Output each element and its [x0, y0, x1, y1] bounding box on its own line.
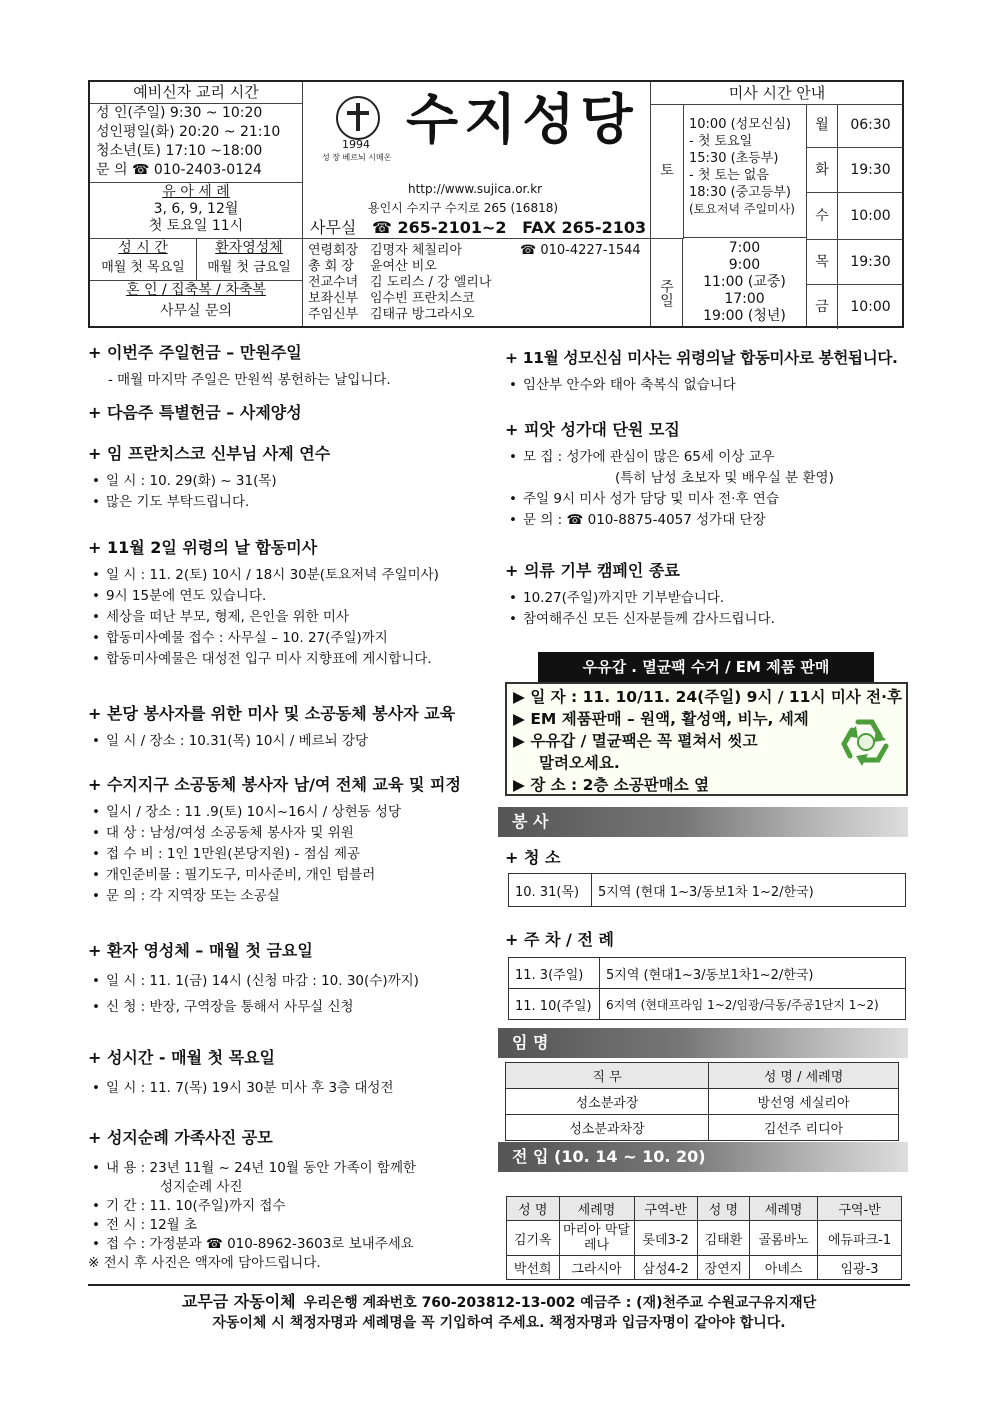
transfer-table [506, 1196, 902, 1280]
list-item: • 일 시 : 11. 1(금) 14시 (신청 마감 : 10. 30(수)까지) [88, 968, 498, 994]
bulletin-header [88, 80, 904, 328]
staff-row: 연령회장 김명자 체칠리아 ☎ 010-4227-1544 [308, 243, 641, 258]
list-item: • 기 간 : 11. 10(주일)까지 접수 [88, 1197, 498, 1216]
list-item: • 문 의 : 각 지역장 또는 소공실 [88, 886, 498, 907]
left-section-7 [88, 940, 498, 1020]
mass-title: 미사 시간 안내 [651, 82, 903, 105]
saturday-masses: 10:00 (성모신심) - 첫 토요일 15:30 (초등부) - 첫 토는 없음 18:30 (중고등부) (토요저녁 주일미사) [683, 104, 807, 238]
holy-hour-box [90, 238, 197, 281]
weekday-row: 수 10:00 [807, 193, 903, 240]
parish-name: 수지성당 [406, 88, 639, 151]
office-fax: FAX 265-2103 [522, 218, 647, 237]
list-item: • 신 청 : 반장, 구역장을 통해서 사무실 신청 [88, 994, 498, 1020]
staff-row: 보좌신부 임수빈 프란치스코 [308, 291, 475, 306]
list-item: • 10.27(주일)까지만 기부받습니다. [505, 588, 915, 609]
list-item: • 일 시 / 장소 : 10.31(목) 10시 / 베르뇌 강당 [88, 731, 498, 752]
section-title: + 수지지구 소공동체 봉사자 남/여 전체 교육 및 피정 [88, 775, 461, 794]
right-section-3 [505, 560, 915, 630]
section-title: + 피앗 성가대 단원 모집 [505, 420, 680, 439]
infant-baptism-box [90, 182, 303, 239]
appointment-band: 임 명 [498, 1028, 908, 1058]
list-item: • 내 용 : 23년 11월 ~ 24년 10월 동안 가족이 함께한 [88, 1159, 498, 1178]
section-title: + 11월 2일 위령의 날 합동미사 [88, 538, 318, 557]
footer [88, 1292, 910, 1333]
list-item: • 임산부 안수와 태아 축복식 없습니다 [505, 375, 915, 396]
weekday-row: 월 06:30 [807, 104, 903, 148]
website-link[interactable]: http://www.sujica.or.kr [408, 182, 543, 196]
list-item: • 개인준비물 : 필기도구, 미사준비, 개인 텀블러 [88, 865, 498, 886]
right-section-2 [505, 419, 915, 531]
sick-communion-title: 환자영성체 [215, 240, 283, 256]
section-title: + 환자 영성체 – 매월 첫 금요일 [88, 941, 313, 960]
left-section-6 [88, 774, 498, 907]
left-section-3 [88, 443, 488, 513]
service-band: 봉 사 [498, 807, 908, 837]
table-header: 성 명 세례명 구역-반 성 명 세례명 구역-반 [507, 1197, 902, 1221]
section-title: + 주 차 / 전 례 [505, 930, 614, 949]
section-title: + 성지순례 가족사진 공모 [88, 1128, 273, 1147]
list-item: • 일 시 : 11. 7(목) 19시 30분 미사 후 3층 대성전 [88, 1075, 498, 1101]
section-title: + 본당 봉사자를 위한 미사 및 소공동체 봉사자 교육 [88, 704, 456, 723]
list-item: 성지순례 사진 [160, 1179, 243, 1195]
list-item: • 접 수 비 : 1인 1만원(본당지원) - 점심 제공 [88, 844, 498, 865]
section-title: + 다음주 특별헌금 – 사제양성 [88, 403, 302, 422]
cleaning-section [505, 847, 905, 869]
cleaning-table [508, 873, 906, 907]
holy-hour-value: 매월 첫 목요일 [101, 260, 185, 275]
list-item: • 일 시 : 10. 29(화) ~ 31(목) [88, 471, 488, 492]
office-label: 사무실 [310, 218, 357, 237]
left-section-9 [88, 1127, 498, 1273]
left-section-1 [88, 342, 488, 391]
weekday-masses [807, 104, 903, 326]
table-row: 10. 31(목) 5지역 (현대 1~3/동보1차 1~2/한국) [509, 874, 906, 907]
table-row: 성소분과장 방선영 세실리아 [506, 1089, 899, 1115]
sunday-masses: 7:00 9:00 11:00 (교중) 17:00 19:00 (청년) [683, 238, 807, 326]
infant-baptism-line: 첫 토요일 11시 [148, 218, 244, 234]
list-item: • 대 상 : 남성/여성 소공동체 봉사자 및 위원 [88, 823, 498, 844]
parking-section [505, 929, 905, 951]
sick-communion-box [196, 238, 303, 281]
footer-notice: 자동이체 시 책정자명과 세례명을 꼭 기입하여 주세요. 책정자명과 입금자명이 같아야 합니다. [212, 1315, 786, 1331]
left-section-2 [88, 402, 488, 424]
section-title: + 의류 기부 캠페인 종료 [505, 561, 680, 580]
left-section-8 [88, 1047, 498, 1101]
cross-emblem-icon [336, 96, 380, 140]
footer-divider [88, 1284, 910, 1286]
logo-year: 1994 [342, 138, 370, 151]
table-header: 직 무 성 명 / 세례명 [506, 1063, 899, 1089]
list-item: • 일시 / 장소 : 11 .9(토) 10시~16시 / 상현동 성당 [88, 802, 498, 823]
catechism-title: 예비신자 교리 시간 [90, 82, 302, 104]
em-campaign-title: 우유갑 . 멸균팩 수거 / EM 제품 판매 [538, 652, 874, 682]
transfer-band: 전 입 (10. 14 ~ 10. 20) [498, 1142, 908, 1172]
list-item: • 합동미사예물은 대성전 입구 미사 지향표에 게시합니다. [88, 649, 498, 670]
footer-autopay-label: 교무금 자동이체 [181, 1292, 296, 1311]
list-item: • 접 수 : 가정분과 ☎ 010-8962-3603로 보내주세요 [88, 1235, 498, 1254]
list-item: • 일 시 : 11. 2(토) 10시 / 18시 30분(토요저녁 주일미사) [88, 565, 498, 586]
table-row: 11. 3(주일) 5지역 (현대1~3/동보1차1~2/한국) [509, 958, 906, 989]
table-row: 성소분과차장 김선주 리디아 [506, 1115, 899, 1141]
mass-schedule [650, 82, 903, 326]
parking-table [508, 957, 906, 1020]
logo-caption: 성 장 베르뇌 시메온 [322, 153, 392, 162]
staff-list [302, 238, 650, 326]
infant-baptism-title: 유 아 세 례 [162, 184, 230, 200]
staff-row: 총 회 장 윤여산 비오 [308, 259, 437, 274]
catechism-row: 성 인(주일) 9:30 ~ 10:20 [96, 105, 263, 121]
em-campaign-box: ▶ 일 자 : 11. 10/11. 24(주일) 9시 / 11시 미사 전·후 ▶ EM 제품판매 – 원액, 활성액, 비누, 세제 ▶ 우유갑 / 멸균팩은 꼭 펼쳐서 씻고 말려오세요. ▶ 장 소 : 2층 소공판매소 옆 [505, 682, 908, 796]
list-item: • 참여해주신 모든 신자분들께 감사드립니다. [505, 609, 915, 630]
footer-account: 우리은행 계좌번호 760-203812-13-002 예금주 : (재)천주교 수원교구유지재단 [303, 1295, 817, 1311]
list-item: • 문 의 : ☎ 010-8875-4057 성가대 단장 [505, 510, 915, 531]
list-item: • 세상을 떠난 부모, 형제, 은인을 위한 미사 [88, 607, 498, 628]
section-title: + 임 프란치스코 신부님 사제 연수 [88, 444, 331, 463]
note: ※ 전시 후 사진은 액자에 담아드립니다. [88, 1255, 321, 1271]
right-section-1 [505, 347, 915, 396]
appointment-table [505, 1062, 899, 1141]
catechism-row: 성인평일(화) 20:20 ~ 21:10 [96, 124, 281, 140]
list-item: • 주일 9시 미사 성가 담당 및 미사 전·후 연습 [505, 489, 915, 510]
catechism-row: 청소년(토) 17:10 ~18:00 [96, 143, 263, 159]
infant-baptism-line: 3, 6, 9, 12월 [153, 201, 239, 217]
saturday-label: 토 [651, 104, 684, 239]
list-item: • 전 시 : 12월 초 [88, 1216, 498, 1235]
list-item: • 모 집 : 성가에 관심이 많은 65세 이상 교우 [505, 447, 915, 468]
weekday-row: 화 19:30 [807, 148, 903, 193]
weekday-row: 목 19:30 [807, 240, 903, 285]
catechism-row: 문 의 ☎ 010-2403-0124 [96, 162, 262, 178]
sick-communion-value: 매월 첫 금요일 [207, 260, 291, 275]
staff-row: 전교수녀 김 도리스 / 강 엘리나 [308, 275, 492, 290]
list-item: • 많은 기도 부탁드립니다. [88, 492, 488, 513]
weekday-row: 금 10:00 [807, 285, 903, 329]
table-row: 11. 10(주일) 6지역 (현대프라임 1~2/임광/극동/주공1단지 1~2) [509, 989, 906, 1020]
left-section-5 [88, 703, 498, 752]
wedding-title: 혼 인 / 집축복 / 차축복 [126, 282, 266, 298]
left-section-4 [88, 537, 498, 670]
recycle-icon [836, 714, 896, 770]
parish-address: 용인시 수지구 수지로 265 (16818) [368, 201, 559, 215]
table-row: 김기옥 마리아 막달레나 롯데3-2 김태환 골롬바노 에듀파크-1 [507, 1221, 902, 1256]
section-title: + 이번주 주일헌금 – 만원주일 [88, 343, 302, 362]
sunday-label: 주일 [651, 238, 683, 326]
parish-logo [322, 96, 412, 166]
list-item: - 매월 마지막 주일은 만원씩 봉헌하는 날입니다. [108, 372, 391, 388]
wedding-value: 사무실 문의 [159, 303, 233, 319]
wedding-box [90, 280, 303, 326]
holy-hour-title: 성 시 간 [118, 240, 168, 256]
catechism-box [90, 82, 303, 183]
office-contact [310, 215, 646, 238]
section-title: + 성시간 - 매월 첫 목요일 [88, 1048, 276, 1067]
office-phone: ☎ 265-2101~2 [371, 218, 507, 237]
staff-row: 주임신부 김태규 방그라시오 [308, 307, 475, 322]
list-item: • 합동미사예물 접수 : 사무실 – 10. 27(주일)까지 [88, 628, 498, 649]
section-title: + 청 소 [505, 848, 561, 867]
list-item: (특히 남성 초보자 및 배우실 분 환영) [615, 470, 834, 486]
section-title: + 11월 성모신심 미사는 위령의날 합동미사로 봉헌됩니다. [505, 349, 898, 367]
list-item: • 9시 15분에 연도 있습니다. [88, 586, 498, 607]
table-row: 박선희 그라시아 삼성4-2 장연지 아녜스 임광-3 [507, 1256, 902, 1280]
